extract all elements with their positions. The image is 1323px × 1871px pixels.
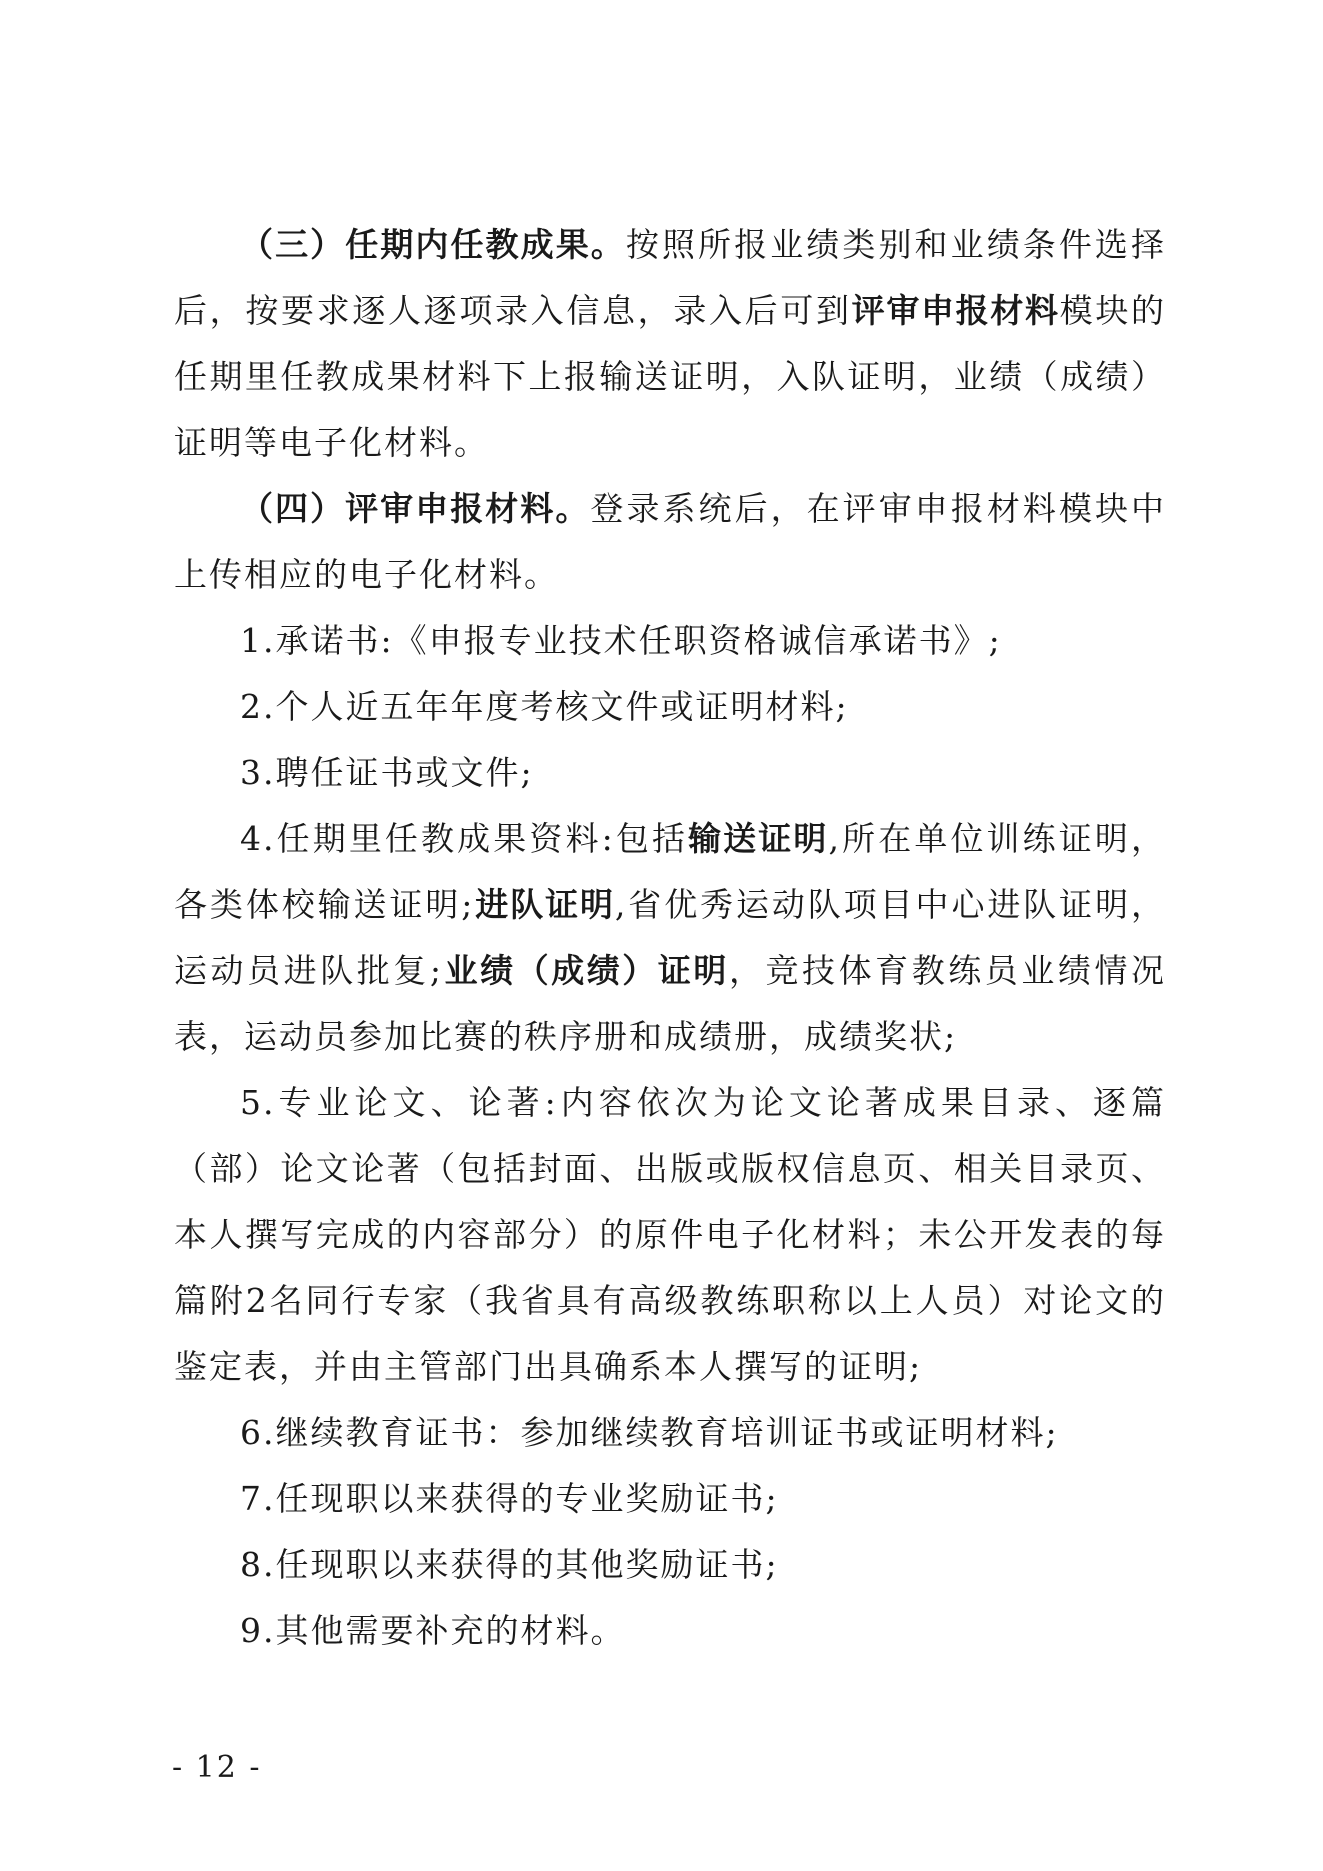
list-item-4: [174, 806, 1166, 1070]
list-item-7: 7.任现职以来获得的专业奖励证书;: [240, 1479, 779, 1518]
list-item-5: 5.专业论文、论著:内容依次为论文论著成果目录、逐篇（部）论文论著（包括封面、出版或版权信息页、相关目录页、本人撰写完成的内容部分）的原件电子化材料；未公开发表的每篇附2名同行专家（我省具有高级教练职称以上人员）对论文的鉴定表，并由主管部门出具确系本人撰写的证明;: [174, 1083, 1166, 1386]
list-item-4-text-1: 4.任期里任教成果资料:包括: [240, 819, 689, 858]
document-body: [174, 212, 1166, 1664]
page-number: - 12 -: [172, 1750, 262, 1785]
list-item-4-bold-3: 业绩（成绩）证明: [442, 951, 729, 990]
list-item-4-bold-2: 进队证明: [474, 885, 615, 924]
list-item-1: 1.承诺书:《申报专业技术任职资格诚信承诺书》;: [240, 621, 1002, 660]
list-item-3: 3.聘任证书或文件;: [240, 753, 534, 792]
list-item-4-text-2: ,所在单位训练证明，各类体校输送证明;: [174, 819, 1167, 924]
section-4-paragraph: [174, 476, 1166, 608]
section-3-bold-term: 评审申报材料: [851, 291, 1060, 330]
list-item-6: 6.继续教育证书：参加继续教育培训证书或证明材料;: [240, 1413, 1059, 1452]
list-item-4-bold-1: 输送证明: [688, 819, 829, 858]
section-3-text-1: 按照所报业绩类别和业绩条件选择后，按要求逐人逐项录入信息，录入后可到: [174, 225, 1167, 330]
section-4-heading: （四）评审申报材料。: [240, 489, 591, 528]
list-item-8: 8.任现职以来获得的其他奖励证书;: [240, 1545, 779, 1584]
list-item-2: 2.个人近五年年度考核文件或证明材料;: [240, 687, 849, 726]
list-item-4-text-3: ,省优秀运动队项目中心进队证明，运动员进队批复;: [174, 885, 1166, 990]
list-item-4-text-4: ，竞技体育教练员业绩情况表，运动员参加比赛的秩序册和成绩册，成绩奖状;: [174, 951, 1167, 1056]
section-3-heading: （三）任期内任教成果。: [240, 225, 626, 264]
section-3-text-2: 模块的任期里任教成果材料下上报输送证明，入队证明，业绩（成绩）证明等电子化材料。: [174, 291, 1167, 462]
list-item-9: 9.其他需要补充的材料。: [240, 1611, 626, 1650]
section-3-paragraph: [174, 212, 1166, 476]
section-4-text: 登录系统后，在评审申报材料模块中上传相应的电子化材料。: [174, 489, 1167, 594]
